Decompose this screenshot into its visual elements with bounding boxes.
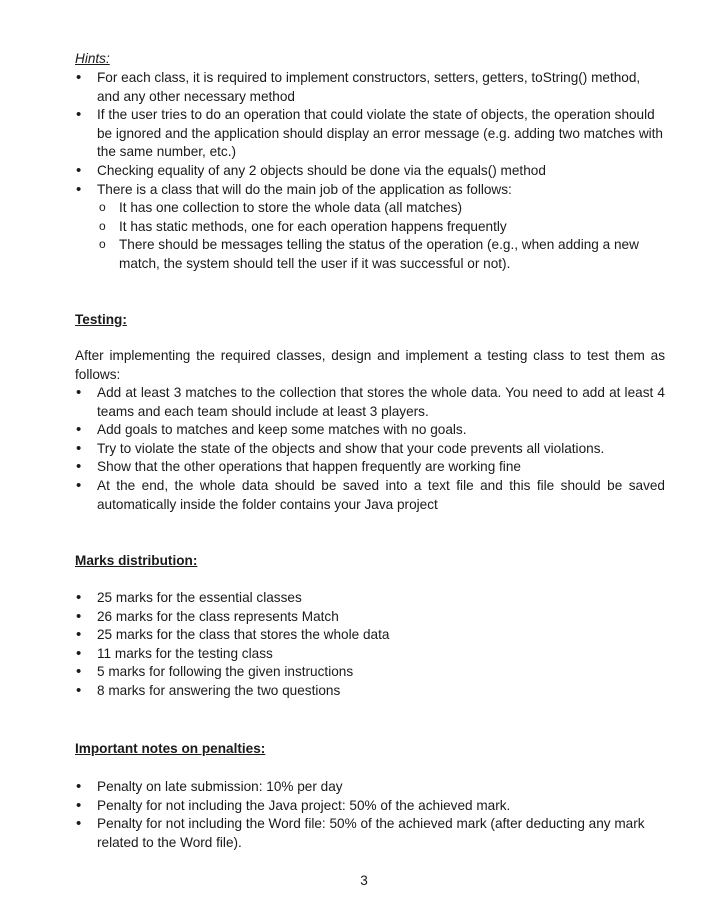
list-item: • Show that the other operations that happen frequently are working fine [75,458,665,477]
list-item [75,181,665,274]
marks-list [75,589,665,701]
list-item: • 25 marks for the essential classes [75,589,665,608]
testing-intro: After implementing the required classes, design and implement a testing class to test them as follows: [75,348,665,382]
penalties-heading: Important notes on penalties: [75,741,266,756]
list-item: • Penalty for not including the Word file: 50% of the achieved mark (after deducting any mark related to the Word file). [75,815,665,852]
sub-list-item: o There should be messages telling the status of the operation (e.g., when adding a new match, the system should tell the user if it was successful or not). [97,236,665,273]
testing-heading: Testing: [75,312,127,327]
list-item: • For each class, it is required to implement constructors, setters, getters, toString() method, and any other necessary method [75,69,665,106]
list-item-text: There is a class that will do the main job of the application as follows: [97,181,512,197]
list-item: • 11 marks for the testing class [75,645,665,664]
list-item: • 25 marks for the class that stores the whole data [75,626,665,645]
testing-list [75,384,665,514]
penalties-list [75,778,665,852]
marks-heading: Marks distribution: [75,553,198,568]
list-item: • 8 marks for answering the two questions [75,682,665,701]
sub-list-item: o It has static methods, one for each operation happens frequently [97,218,665,237]
list-item: • At the end, the whole data should be saved into a text file and this file should be saved automatically inside the folder contains your Java project [75,477,665,514]
list-item: • Penalty for not including the Java project: 50% of the achieved mark. [75,797,665,816]
hints-sublist [97,199,665,273]
list-item: • Penalty on late submission: 10% per day [75,778,665,797]
list-item: • Add goals to matches and keep some matches with no goals. [75,421,665,440]
list-item: • If the user tries to do an operation that could violate the state of objects, the operation should be ignored and the application should display an error message (e.g. adding two matches with the same number, etc.) [75,106,665,162]
hints-list [75,69,665,274]
list-item: • Add at least 3 matches to the collection that stores the whole data. You need to add at least 4 teams and each team should include at least 3 players. [75,384,665,421]
list-item: • Try to violate the state of the objects and show that your code prevents all violations. [75,440,665,459]
sub-list-item: o It has one collection to store the whole data (all matches) [97,199,665,218]
list-item: • 5 marks for following the given instructions [75,663,665,682]
list-item: • 26 marks for the class represents Match [75,608,665,627]
page-number: 3 [360,873,368,888]
hints-heading: Hints: [75,51,110,66]
list-item: • Checking equality of any 2 objects should be done via the equals() method [75,162,665,181]
